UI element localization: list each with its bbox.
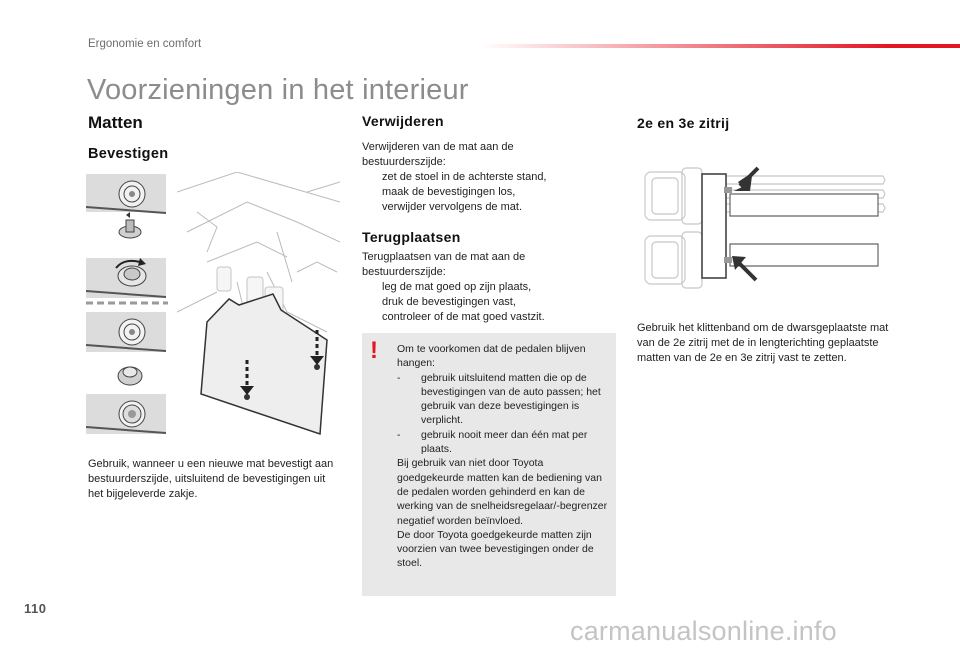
fastener-step-6: [86, 394, 166, 434]
remove-steps-list: [362, 170, 612, 215]
heading-bevestigen: Bevestigen: [88, 146, 169, 162]
floor-mat-shape: [201, 294, 327, 434]
fastener-steps-illustration: [86, 172, 168, 444]
list-item: - gebruik nooit meer dan één mat per plaats.: [397, 428, 588, 456]
page-number: 110: [24, 601, 47, 616]
section-label: Ergonomie en comfort: [88, 38, 202, 50]
velcro-strip-upper: [724, 187, 732, 193]
transverse-mat: [702, 174, 726, 278]
watermark: carmanualsonline.info: [570, 616, 837, 646]
fastener-step-1: [86, 174, 166, 214]
fastener-step-5: [118, 367, 142, 385]
longitudinal-mat-upper: [730, 194, 878, 216]
warning-text: [397, 342, 609, 571]
replace-steps-list: [362, 280, 612, 325]
heading-terugplaatsen: Terugplaatsen: [362, 229, 461, 245]
warning-exclamation-icon: !: [370, 337, 378, 364]
heading-zitrij: 2e en 3e zitrij: [637, 115, 730, 131]
warning-paragraph-1: Bij gebruik van niet door Toyota goedgekeurde matten kan de bediening van de pedalen worden gehinderd en kan de werking van de snelheidsregelaar/-begrenzer negatief worden beïnvloed.: [397, 457, 608, 527]
longitudinal-mat-lower: [730, 244, 878, 266]
replace-intro: Terugplaatsen van de mat aan de bestuurderszijde:: [362, 251, 526, 278]
footwell-floor-mat-illustration: [177, 172, 340, 442]
fastener-step-2: [119, 212, 141, 238]
fastener-step-3: [86, 258, 166, 298]
list-item: controleer of de mat goed vastzit.: [382, 311, 545, 323]
fastener-caption: Gebruik, wanneer u een nieuwe mat bevestigt aan bestuurderszijde, uitsluitend de bevestigingen uit het bijgeleverde zakje.: [88, 458, 334, 500]
list-item: - gebruik uitsluitend matten die op de bevestigingen van de auto passen; het gebruik van deze bevestigingen is verplicht.: [397, 371, 601, 427]
list-item: verwijder vervolgens de mat.: [382, 201, 523, 213]
heading-verwijderen: Verwijderen: [362, 113, 444, 129]
warning-list: [397, 371, 609, 457]
list-item: leg de mat goed op zijn plaats,: [382, 281, 532, 293]
velcro-strip-lower: [724, 257, 732, 263]
rear-seat-mats-illustration: [640, 160, 890, 290]
warning-paragraph-2: De door Toyota goedgekeurde matten zijn voorzien van twee bevestigingen onder de stoel.: [397, 528, 594, 570]
list-item: druk de bevestigingen vast,: [382, 296, 516, 308]
fastener-step-4: [86, 312, 166, 352]
page-title: Voorzieningen in het interieur: [87, 74, 469, 106]
list-item: maak de bevestigingen los,: [382, 186, 516, 198]
warning-intro: Om te voorkomen dat de pedalen blijven hangen:: [397, 343, 586, 370]
heading-matten: Matten: [88, 113, 143, 132]
list-item: zet de stoel in de achterste stand,: [382, 171, 547, 183]
remove-intro: Verwijderen van de mat aan de bestuurderszijde:: [362, 141, 514, 168]
zitrij-text: Gebruik het klittenband om de dwarsgeplaatste mat van de 2e zitrij met de in lengterichting geplaatste matten van de 2e en 3e zitrij vast te zetten.: [637, 322, 889, 364]
warning-box: [362, 333, 616, 596]
header-accent-bar: [480, 44, 960, 48]
